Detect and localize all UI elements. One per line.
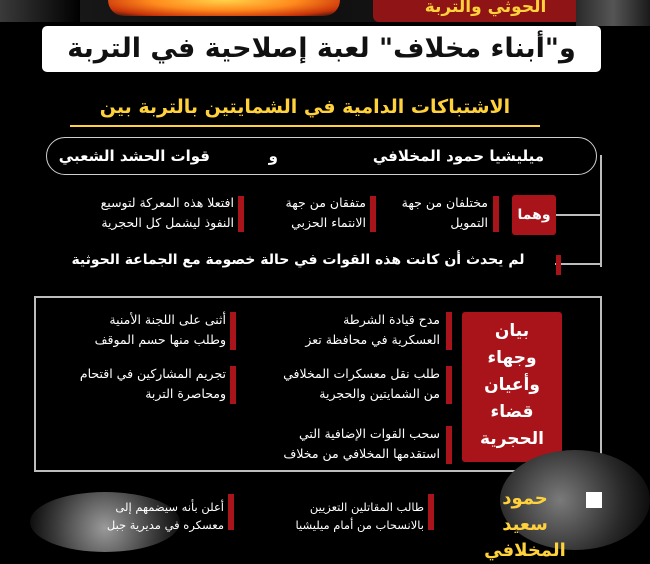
side-left: قوات الحشد الشعبي — [58, 147, 210, 165]
bracket-left — [34, 296, 36, 472]
item-line: استقدمها المخلافي من مخلاف — [283, 446, 440, 461]
item-line: مختلفان من جهة — [401, 195, 488, 210]
item-bar — [230, 312, 236, 350]
bottom-item-2 — [86, 498, 224, 534]
notables-tag-line: بيان — [494, 321, 530, 341]
item-line: تجريم المشاركين في اقتحام — [79, 366, 226, 381]
subtitle: الاشتباكات الدامية في الشمايتين بالتربة بين — [99, 96, 511, 118]
item-bar — [446, 366, 452, 404]
item-line: مدح قيادة الشرطة — [343, 312, 440, 327]
top-right-photo — [576, 0, 650, 26]
statement: لم يحدث أن كانت هذه القوات في حالة خصومة مع الجماعة الحوثية — [71, 252, 525, 268]
statement-bar — [556, 255, 561, 275]
item-line: سحب القوات الإضافية التي — [299, 426, 440, 441]
notables-item-5 — [230, 424, 440, 464]
notables-tag-line: وأعيان — [484, 375, 540, 395]
item-line: طالب المقاتلين التعزيين — [309, 500, 424, 514]
item-bar — [230, 366, 236, 404]
item-line: أعلن بأنه سيضمهم إلى — [115, 500, 224, 514]
and-they-item-2 — [262, 193, 366, 233]
item-line: ومحاصرة التربة — [145, 386, 226, 401]
side-conj: و — [268, 147, 278, 165]
bracket-top — [34, 296, 602, 298]
notables-item-2 — [40, 310, 226, 350]
and-they-tag-text: وهما — [517, 207, 551, 223]
item-bar — [238, 196, 244, 232]
notables-item-3 — [250, 364, 440, 404]
item-line: افتعلا هذه المعركة لتوسيع — [100, 195, 234, 210]
item-line: متفقان من جهة — [285, 195, 366, 210]
top-banner-text: الحوثي والتربة — [424, 0, 547, 17]
item-line: طلب نقل معسكرات المخلافي — [283, 366, 440, 381]
item-line: معسكره في مديرية جبل — [106, 518, 224, 532]
notables-tag-line: الحجرية — [480, 429, 544, 449]
item-bar — [370, 196, 376, 232]
connector-line — [600, 155, 602, 267]
subtitle-underline — [70, 125, 540, 127]
bottom-item-1 — [258, 498, 424, 534]
bracket-right — [600, 296, 602, 472]
sides-box — [46, 137, 597, 175]
item-line: النفوذ ليشمل كل الحجرية — [101, 215, 234, 230]
item-line: العسكرية في محافظة تعز — [305, 332, 440, 347]
item-bar — [493, 196, 499, 232]
person-name — [470, 486, 580, 564]
fire-graphic — [108, 0, 340, 16]
item-line: وطلب منها حسم الموقف — [94, 332, 226, 347]
notables-item-1 — [250, 310, 440, 350]
item-line: الانتماء الحزبي — [291, 215, 366, 230]
and-they-tag — [512, 195, 556, 235]
and-they-item-3 — [40, 193, 234, 233]
bullet-square — [586, 492, 602, 508]
item-line: التمويل — [450, 215, 488, 230]
top-banner — [373, 0, 598, 22]
item-bar — [446, 312, 452, 350]
item-line: بالانسحاب من أمام ميليشيا — [295, 518, 424, 532]
person-name-line: حمود — [502, 488, 548, 509]
person-name-line: سعيد المخلافي — [484, 514, 566, 561]
notables-tag — [462, 312, 562, 462]
notables-item-4 — [40, 364, 226, 404]
top-left-photo — [0, 0, 80, 22]
connector-line — [555, 263, 602, 265]
page-title — [42, 26, 601, 72]
item-bar — [428, 494, 434, 530]
notables-tag-line: قضاء — [490, 402, 534, 422]
item-bar — [228, 494, 234, 530]
side-right: ميليشيا حمود المخلافي — [372, 147, 544, 165]
item-line: أثنى على اللجنة الأمنية — [109, 312, 226, 327]
notables-tag-line: وجهاء — [487, 348, 537, 368]
item-line: من الشمايتين والحجرية — [319, 386, 440, 401]
title-text: و"أبناء مخلاف" لعبة إصلاحية في التربة — [67, 33, 576, 64]
and-they-item-1 — [380, 193, 488, 233]
connector-line — [555, 214, 602, 216]
item-bar — [446, 426, 452, 464]
